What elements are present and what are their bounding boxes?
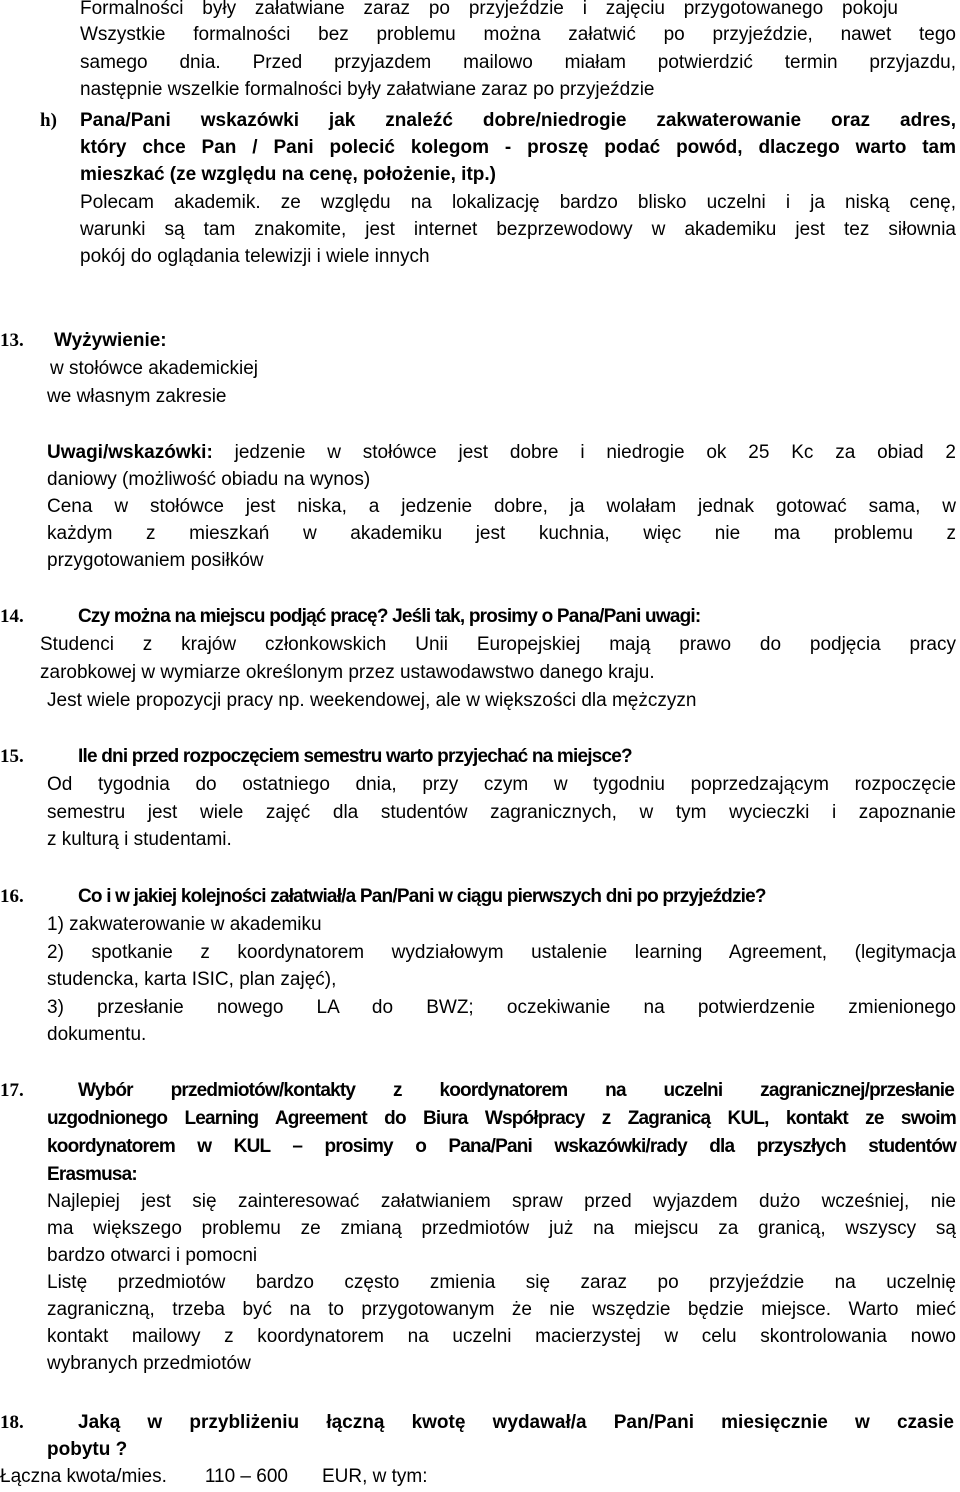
s15-answer-line-1: Od tygodnia do ostatniego dnia, przy czym w tygodniu poprzedzającym rozpoczęcie	[47, 774, 956, 795]
section-15-number: 15.	[0, 746, 24, 767]
s15-answer-line-2: semestru jest wiele zajęć dla studentów zagranicznych, w tym wycieczki i zapoznanie	[47, 802, 956, 823]
section-17-title-line-3: koordynatorem w KUL – prosimy o Pana/Pani wskazówki/rady dla przyszłych studentów	[47, 1136, 956, 1157]
h-question-line-3: mieszkać (ze względu na cenę, położenie, itp.)	[80, 164, 496, 185]
s17-answer-line-4: Listę przedmiotów bardzo często zmienia się zaraz po przyjeździe na uczelnię	[47, 1272, 956, 1293]
section-18-title-line-2: pobytu ?	[47, 1439, 128, 1460]
s15-answer-line-3: z kulturą i studentami.	[47, 829, 232, 850]
section-18-title-line-1: Jaką w przybliżeniu łączną kwotę wydawał/a Pan/Pani miesięcznie w czasie	[78, 1412, 954, 1433]
total-amount-unit: EUR, w tym:	[321, 1466, 428, 1487]
section-13-number: 13.	[0, 330, 24, 351]
h-answer-line-3: pokój do oglądania telewizji i wiele innych	[80, 246, 430, 267]
h-answer-line-1: Polecam akademik. ze względu na lokalizację bardzo blisko uczelni i ja niską cenę,	[80, 192, 956, 213]
s13-remarks-line-1: Uwagi/wskazówki: jedzenie w stołówce jest dobre i niedrogie ok 25 Kc za obiad 2	[47, 442, 956, 463]
section-16-number: 16.	[0, 886, 24, 907]
section-17-title-line-2: uzgodnionego Learning Agreement do Biura Współpracy z Zagranicą KUL, kontakt ze swoim	[47, 1108, 956, 1129]
intro-line-4: następnie wszelkie formalności były załatwiane zaraz po przyjeździe	[80, 79, 655, 100]
item-marker-h: h)	[40, 110, 57, 131]
intro-line-1: Formalności były załatwiane zaraz po przyjeździe i zajęciu przygotowanego pokoju	[80, 0, 898, 19]
s17-answer-line-3: bardzo otwarci i pomocni	[47, 1245, 258, 1266]
s13-remarks-line-4: każdym z mieszkań w akademiku jest kuchnia, więc nie ma problemu z	[47, 523, 956, 544]
s17-answer-line-1: Najlepiej jest się zainteresować załatwianiem spraw przed wyjazdem dużo wcześniej, nie	[47, 1191, 956, 1212]
intro-line-2: Wszystkie formalności bez problemu można załatwić po przyjeździe, nawet tego	[80, 24, 956, 45]
section-14-title: Czy można na miejscu podjąć pracę? Jeśli tak, prosimy o Pana/Pani uwagi:	[78, 606, 701, 627]
section-15-title: Ile dni przed rozpoczęciem semestru warto przyjechać na miejsce?	[78, 746, 632, 767]
s14-answer-line-3: Jest wiele propozycji pracy np. weekendowej, ale w większości dla mężczyzn	[47, 690, 697, 711]
section-17-heading	[0, 1078, 956, 1104]
s13-remarks-line-2: daniowy (możliwość obiadu na wynos)	[47, 469, 371, 490]
food-option-own: we własnym zakresie	[47, 386, 227, 407]
h-question-line-1: Pana/Pani wskazówki jak znaleźć dobre/niedrogie zakwaterowanie oraz adres,	[80, 110, 956, 131]
s16-step-2-cont: studencka, karta ISIC, plan zajęć),	[47, 969, 337, 990]
s17-answer-line-6: kontakt mailowy z koordynatorem na uczelni macierzystej w celu skontrolowania nowo	[47, 1326, 956, 1347]
total-amount-row	[0, 1464, 428, 1490]
section-13-heading	[0, 328, 167, 354]
intro-line-3: samego dnia. Przed przyjazdem mailowo miałam potwierdzić termin przyjazdu,	[80, 52, 956, 73]
s13-remarks-line-3: Cena w stołówce jest niska, a jedzenie dobre, ja wolałam jednak gotować sama, w	[47, 496, 956, 517]
remarks-label: Uwagi/wskazówki:	[47, 442, 213, 463]
section-14-number: 14.	[0, 606, 24, 627]
h-answer-line-2: warunki są tam znakomite, jest internet bezprzewodowy w akademiku jest tez siłownia	[80, 219, 956, 240]
food-option-canteen: w stołówce akademickiej	[50, 358, 259, 379]
h-question-line-2: który chce Pan / Pani polecić kolegom - proszę podać powód, dlaczego warto tam	[80, 137, 956, 158]
s13-remarks-line-5: przygotowaniem posiłków	[47, 550, 264, 571]
section-17-title-line-1: Wybór przedmiotów/kontakty z koordynatorem na uczelni zagranicznej/przesłanie	[78, 1080, 954, 1101]
section-18-number: 18.	[0, 1412, 24, 1433]
s16-step-3: 3) przesłanie nowego LA do BWZ; oczekiwanie na potwierdzenie zmienionego	[47, 997, 956, 1018]
section-14-heading	[0, 604, 700, 630]
s14-answer-line-2: zarobkowej w wymiarze określonym przez ustawodawstwo danego kraju.	[40, 662, 655, 683]
section-16-title: Co i w jakiej kolejności załatwiał/a Pan/Pani w ciągu pierwszych dni po przyjeździe?	[78, 886, 766, 907]
section-18-heading	[0, 1410, 956, 1436]
s17-answer-line-7: wybranych przedmiotów	[47, 1353, 251, 1374]
section-16-heading	[0, 884, 766, 910]
s16-step-1: 1) zakwaterowanie w akademiku	[47, 914, 322, 935]
s17-answer-line-5: zagraniczną, trzeba być na to przygotowanym że nie wszędzie będzie miejsce. Warto mieć	[47, 1299, 956, 1320]
s17-answer-line-2: ma większego problemu ze zmianą przedmiotów już na miejscu za granicą, wszyscy są	[47, 1218, 956, 1239]
s16-step-2: 2) spotkanie z koordynatorem wydziałowym ustalenie learning Agreement, (legitymacja	[47, 942, 956, 963]
section-15-heading	[0, 744, 632, 770]
section-17-title-line-4: Erasmusa:	[47, 1164, 137, 1185]
section-13-title: Wyżywienie:	[54, 330, 167, 351]
s14-answer-line-1: Studenci z krajów członkowskich Unii Europejskiej mają prawo do podjęcia pracy	[40, 634, 956, 655]
total-amount-value: 110 – 600	[204, 1466, 288, 1487]
section-17-number: 17.	[0, 1080, 24, 1101]
s16-step-3-cont: dokumentu.	[47, 1024, 147, 1045]
total-amount-label: Łączna kwota/mies.	[0, 1466, 167, 1487]
